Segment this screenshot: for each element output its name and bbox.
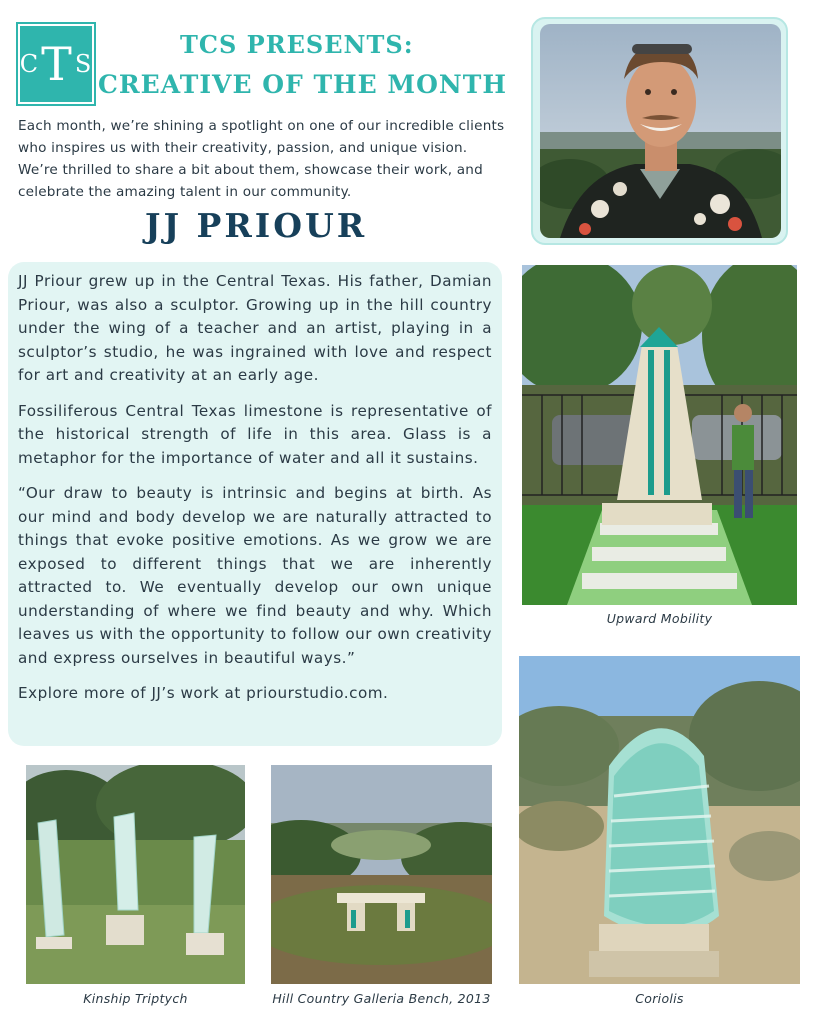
title-creative-of-month: CREATIVE OF THE MONTH: [98, 70, 507, 99]
caption-upward-mobility: Upward Mobility: [606, 611, 713, 626]
artist-name: JJ PRIOUR: [144, 206, 368, 245]
coriolis-photo: [519, 656, 800, 984]
kinship-triptych-photo: [26, 765, 245, 984]
galleria-bench-photo: [271, 765, 492, 984]
bio-quote: “Our draw to beauty is intrinsic and begins at birth. As our mind and body develop we are naturally attracted to things that evoke positive emotions. As we grow we are exposed to different things that we are inherently attracted to. We eventually develop our own unique understanding of where we find beauty and why. Which leaves us with the opportunity to follow our own creativity and express ourselves in beautiful ways.”: [18, 484, 492, 667]
bio-explore-link-text: Explore more of JJ’s work at priourstudio.com.: [18, 684, 389, 702]
caption-kinship-triptych: Kinship Triptych: [83, 991, 188, 1006]
bio-paragraph: Fossiliferous Central Texas limestone is representative of the historical strength of life in this area. Glass is a metaphor for the importance of water and all it sustains.: [18, 401, 492, 467]
artist-portrait: [540, 24, 781, 238]
logo-letter-t: T: [41, 37, 73, 91]
caption-galleria-bench: Hill Country Galleria Bench, 2013: [272, 991, 491, 1006]
caption-coriolis: Coriolis: [635, 991, 684, 1006]
logo-letter-s: S: [74, 50, 93, 78]
logo-letter-c: C: [19, 50, 40, 78]
title-presents: TCS PRESENTS:: [180, 30, 414, 59]
bio-paragraph: JJ Priour grew up in the Central Texas. His father, Damian Priour, was also a sculptor. Growing up in the hill country under the wing of a teacher and an artist, playing in a sculptor’s studio, he was ingrained with love and respect for art and creativity at an early age.: [18, 272, 492, 384]
upward-mobility-photo: [522, 265, 797, 605]
tcs-logo: [18, 24, 94, 104]
bio-panel: [8, 262, 502, 746]
intro-text: Each month, we’re shining a spotlight on one of our incredible clients who inspires us with their creativity, passion, and unique vision. We’re thrilled to share a bit about them, showcase their work, and celebrate the amazing talent in our community.: [18, 118, 505, 200]
